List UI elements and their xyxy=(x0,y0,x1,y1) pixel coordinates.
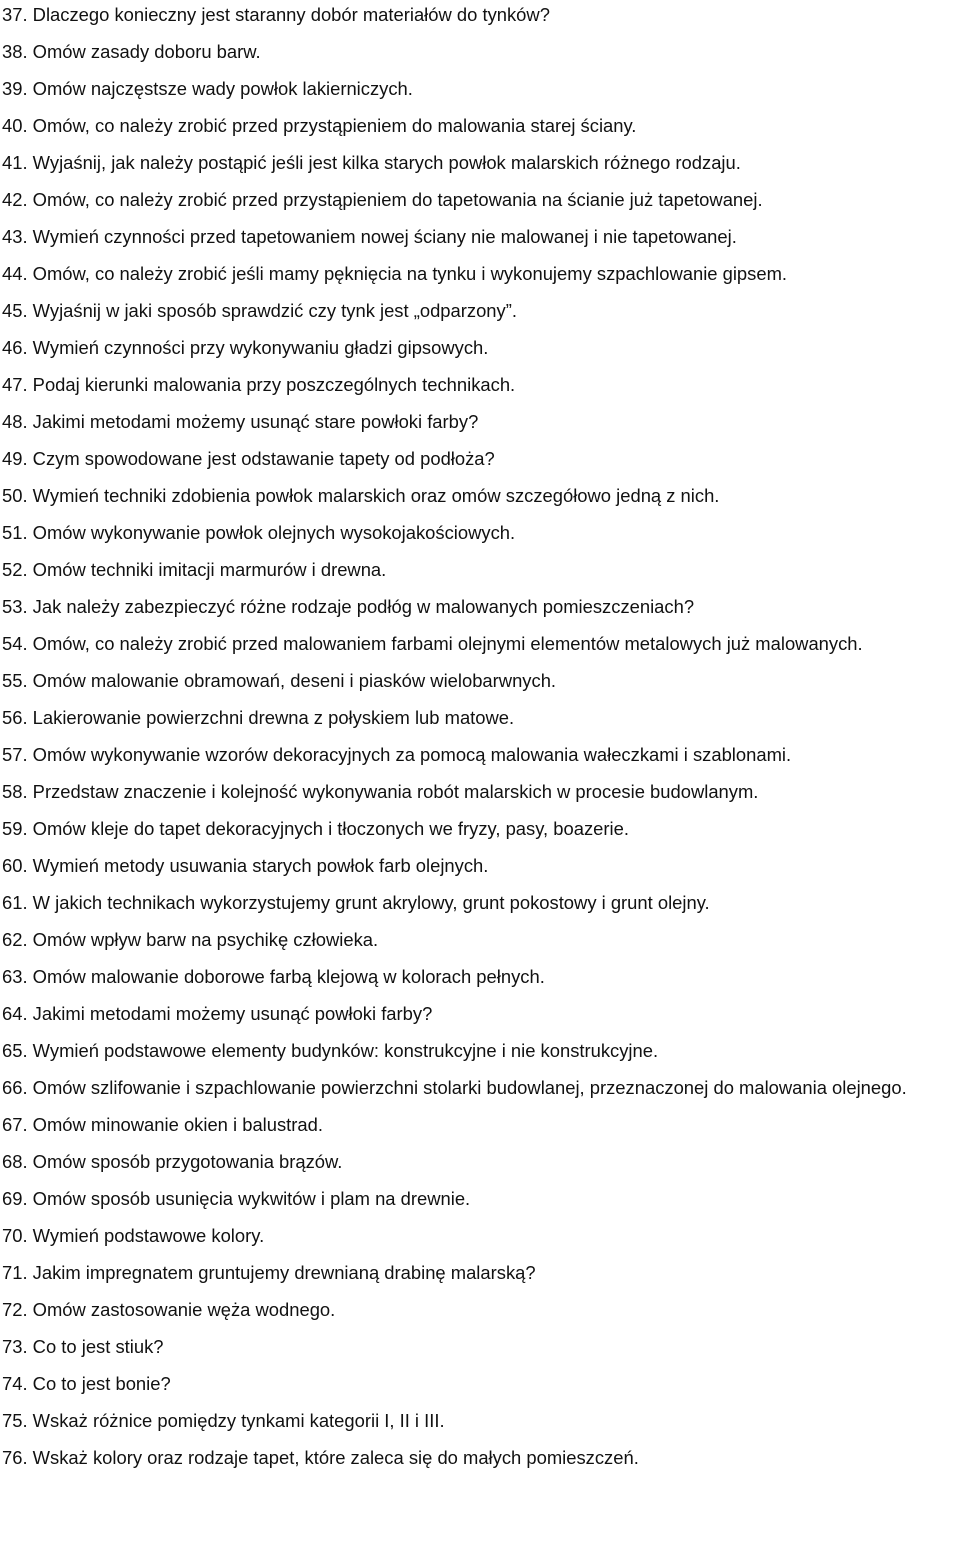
question-item: 60. Wymień metody usuwania starych powłok farb olejnych. xyxy=(2,855,489,876)
question-item: 67. Omów minowanie okien i balustrad. xyxy=(2,1114,323,1135)
question-list xyxy=(2,0,954,1480)
question-item: 72. Omów zastosowanie węża wodnego. xyxy=(2,1299,336,1320)
question-item: 63. Omów malowanie doborowe farbą klejową w kolorach pełnych. xyxy=(2,966,545,987)
question-item: 59. Omów kleje do tapet dekoracyjnych i tłoczonych we fryzy, pasy, boazerie. xyxy=(2,818,629,839)
question-item: 39. Omów najczęstsze wady powłok lakierniczych. xyxy=(2,78,413,99)
question-item: 52. Omów techniki imitacji marmurów i drewna. xyxy=(2,559,387,580)
question-item: 76. Wskaż kolory oraz rodzaje tapet, które zaleca się do małych pomieszczeń. xyxy=(2,1447,639,1468)
question-item: 58. Przedstaw znaczenie i kolejność wykonywania robót malarskich w procesie budowlanym. xyxy=(2,781,759,802)
question-item: 54. Omów, co należy zrobić przed malowaniem farbami olejnymi elementów metalowych już malowanych. xyxy=(2,633,863,654)
question-item: 46. Wymień czynności przy wykonywaniu gładzi gipsowych. xyxy=(2,337,489,358)
question-item: 49. Czym spowodowane jest odstawanie tapety od podłoża? xyxy=(2,448,495,469)
question-item: 65. Wymień podstawowe elementy budynków: konstrukcyjne i nie konstrukcyjne. xyxy=(2,1040,659,1061)
question-item: 47. Podaj kierunki malowania przy poszczególnych technikach. xyxy=(2,374,516,395)
question-item: 55. Omów malowanie obramowań, deseni i piasków wielobarwnych. xyxy=(2,670,557,691)
question-item: 71. Jakim impregnatem gruntujemy drewnianą drabinę malarską? xyxy=(2,1262,536,1283)
question-item: 42. Omów, co należy zrobić przed przystąpieniem do tapetowania na ścianie już tapetowanej. xyxy=(2,189,763,210)
question-item: 62. Omów wpływ barw na psychikę człowieka. xyxy=(2,929,379,950)
question-item: 48. Jakimi metodami możemy usunąć stare powłoki farby? xyxy=(2,411,479,432)
question-item: 69. Omów sposób usunięcia wykwitów i plam na drewnie. xyxy=(2,1188,471,1209)
question-item: 73. Co to jest stiuk? xyxy=(2,1336,164,1357)
question-item: 37. Dlaczego konieczny jest staranny dobór materiałów do tynków? xyxy=(2,4,550,25)
question-item: 50. Wymień techniki zdobienia powłok malarskich oraz omów szczegółowo jedną z nich. xyxy=(2,485,720,506)
question-item: 61. W jakich technikach wykorzystujemy grunt akrylowy, grunt pokostowy i grunt olejny. xyxy=(2,892,710,913)
question-item: 51. Omów wykonywanie powłok olejnych wysokojakościowych. xyxy=(2,522,516,543)
question-item: 64. Jakimi metodami możemy usunąć powłoki farby? xyxy=(2,1003,433,1024)
question-item: 38. Omów zasady doboru barw. xyxy=(2,41,261,62)
question-item: 66. Omów szlifowanie i szpachlowanie powierzchni stolarki budowlanej, przeznaczonej do malowania olejnego. xyxy=(2,1077,907,1098)
question-item: 70. Wymień podstawowe kolory. xyxy=(2,1225,265,1246)
question-item: 53. Jak należy zabezpieczyć różne rodzaje podłóg w malowanych pomieszczeniach? xyxy=(2,596,695,617)
question-item: 44. Omów, co należy zrobić jeśli mamy pęknięcia na tynku i wykonujemy szpachlowanie gipsem. xyxy=(2,263,788,284)
question-item: 75. Wskaż różnice pomiędzy tynkami kategorii I, II i III. xyxy=(2,1410,445,1431)
question-item: 43. Wymień czynności przed tapetowaniem nowej ściany nie malowanej i nie tapetowanej. xyxy=(2,226,737,247)
question-item: 57. Omów wykonywanie wzorów dekoracyjnych za pomocą malowania wałeczkami i szablonami. xyxy=(2,744,792,765)
question-item: 41. Wyjaśnij, jak należy postąpić jeśli jest kilka starych powłok malarskich różnego rodzaju. xyxy=(2,152,741,173)
question-item: 45. Wyjaśnij w jaki sposób sprawdzić czy tynk jest „odparzony”. xyxy=(2,300,517,321)
question-item: 74. Co to jest bonie? xyxy=(2,1373,171,1394)
question-item: 40. Omów, co należy zrobić przed przystąpieniem do malowania starej ściany. xyxy=(2,115,637,136)
question-item: 68. Omów sposób przygotowania brązów. xyxy=(2,1151,343,1172)
question-item: 56. Lakierowanie powierzchni drewna z połyskiem lub matowe. xyxy=(2,707,515,728)
